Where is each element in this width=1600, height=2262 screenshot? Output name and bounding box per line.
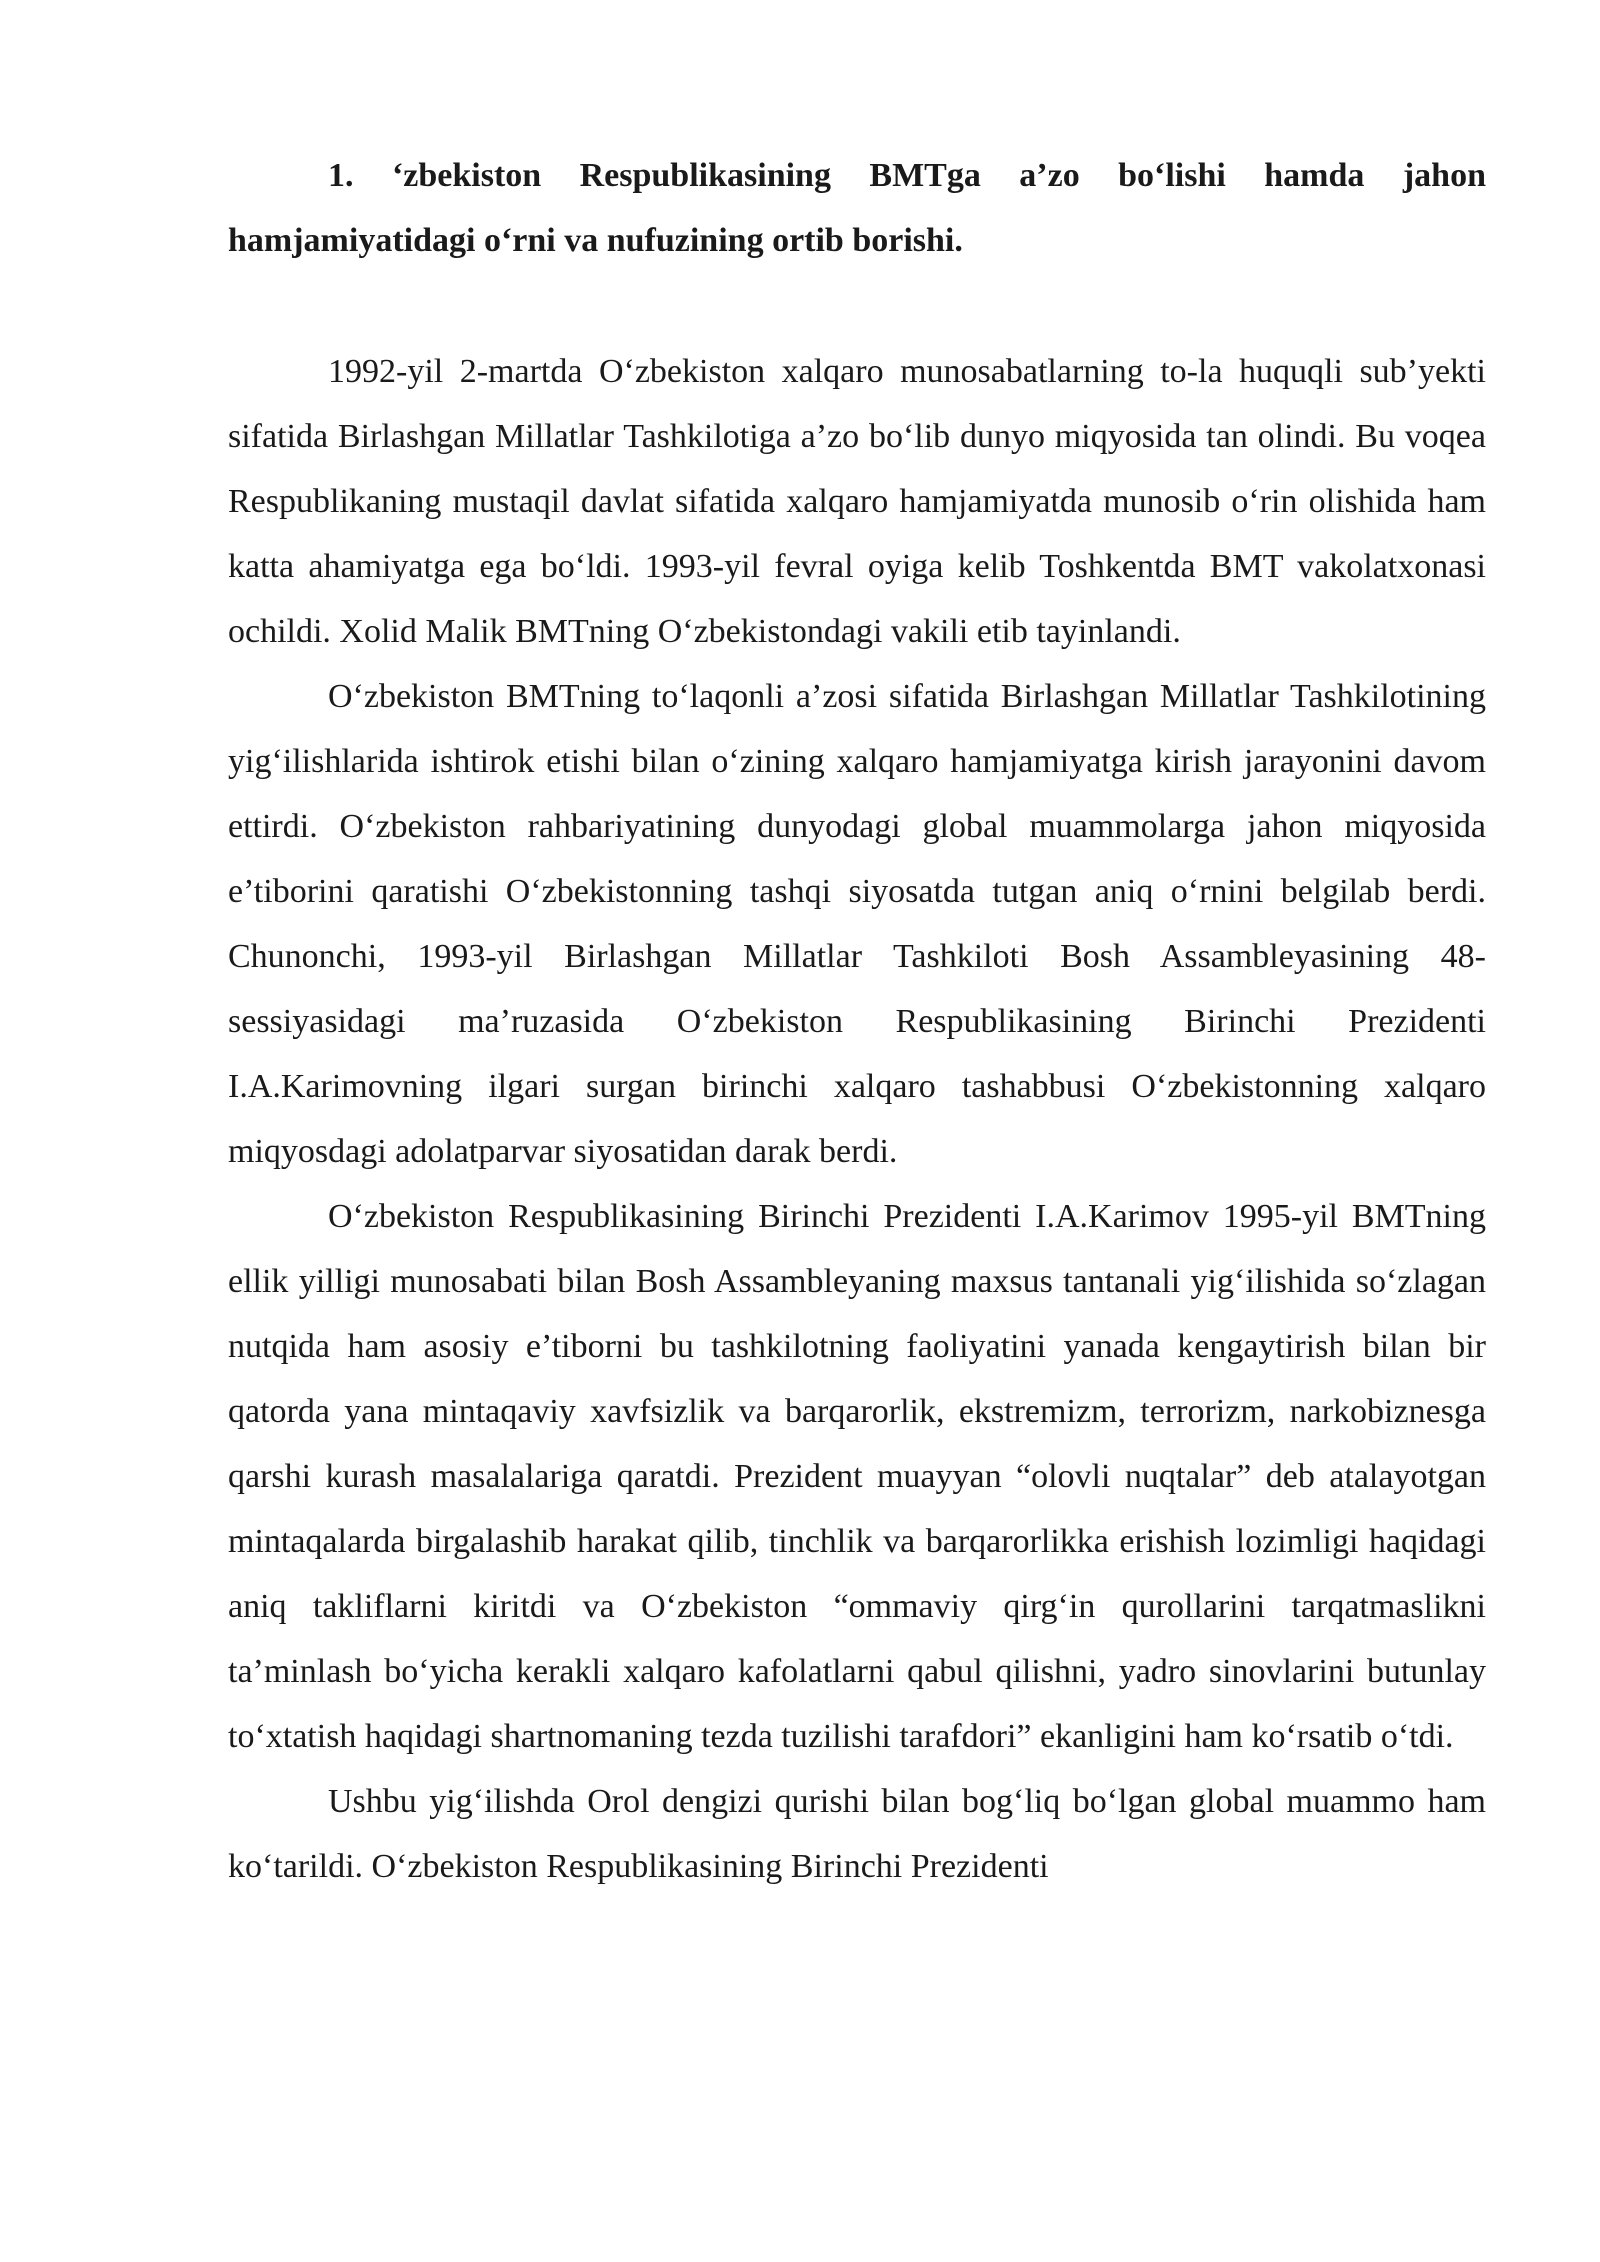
paragraph-aral-sea: Ushbu yig‘ilishda Orol dengizi qurishi bilan bog‘liq bo‘lgan global muammo ham ko‘tarildi. O‘zbekiston Respublikasining Birinchi Prezidenti: [228, 1783, 1486, 1885]
paragraph-un-membership: 1992-yil 2-martda O‘zbekiston xalqaro munosabatlarning to-la huquqli sub’yekti sifatida Birlashgan Millatlar Tashkilotiga a’zo bo‘lib dunyo miqyosida tan olindi. Bu voqea Respublikaning mustaqil davlat sifatida xalqaro hamjamiyatda munosib o‘rin olishida ham katta ahamiyatga ega bo‘ldi. 1993-yil fevral oyiga kelib Toshkentda BMT vakolatxonasi ochildi. Xolid Malik BMTning O‘zbekistondagi vakili etib tayinlandi.: [228, 353, 1486, 650]
document-page: [228, 143, 1486, 1899]
paragraph-un-participation: O‘zbekiston BMTning to‘laqonli a’zosi sifatida Birlashgan Millatlar Tashkilotining yig‘ilishlarida ishtirok etishi bilan o‘zining xalqaro hamjamiyatga kirish jarayonini davom ettirdi. O‘zbekiston rahbariyatining dunyodagi global muammolarga jahon miqyosida e’tiborini qaratishi O‘zbekistonning tashqi siyosatda tutgan aniq o‘rnini belgilab berdi. Chunonchi, 1993-yil Birlashgan Millatlar Tashkiloti Bosh Assambleyasining 48-sessiyasidagi ma’ruzasida O‘zbekiston Respublikasining Birinchi Prezidenti I.A.Karimovning ilgari surgan birinchi xalqaro tashabbusi O‘zbekistonning xalqaro miqyosdagi adolatparvar siyosatidan darak berdi.: [228, 678, 1486, 1170]
section-heading: 1. ‘zbekiston Respublikasining BMTga a’zo bo‘lishi hamda jahon hamjamiyatidagi o‘rni va nufuzining ortib borishi.: [228, 157, 1486, 259]
paragraph-fiftieth-anniversary: O‘zbekiston Respublikasining Birinchi Prezidenti I.A.Karimov 1995-yil BMTning ellik yilligi munosabati bilan Bosh Assambleyaning maxsus tantanali yig‘ilishida so‘zlagan nutqida ham asosiy e’tiborni bu tashkilotning faoliyatini yanada kengaytirish bilan bir qatorda yana mintaqaviy xavfsizlik va barqarorlik, ekstremizm, terrorizm, narkobiznesga qarshi kurash masalalariga qaratdi. Prezident muayyan “olovli nuqtalar” deb atalayotgan mintaqalarda birgalashib harakat qilib, tinchlik va barqarorlikka erishish lozimligi haqidagi aniq takliflarni kiritdi va O‘zbekiston “ommaviy qirg‘in qurollarini tarqatmaslikni ta’minlash bo‘yicha kerakli xalqaro kafolatlarni qabul qilishni, yadro sinovlarini butunlay to‘xtatish haqidagi shartnomaning tezda tuzilishi tarafdori” ekanligini ham ko‘rsatib o‘tdi.: [228, 1198, 1486, 1755]
